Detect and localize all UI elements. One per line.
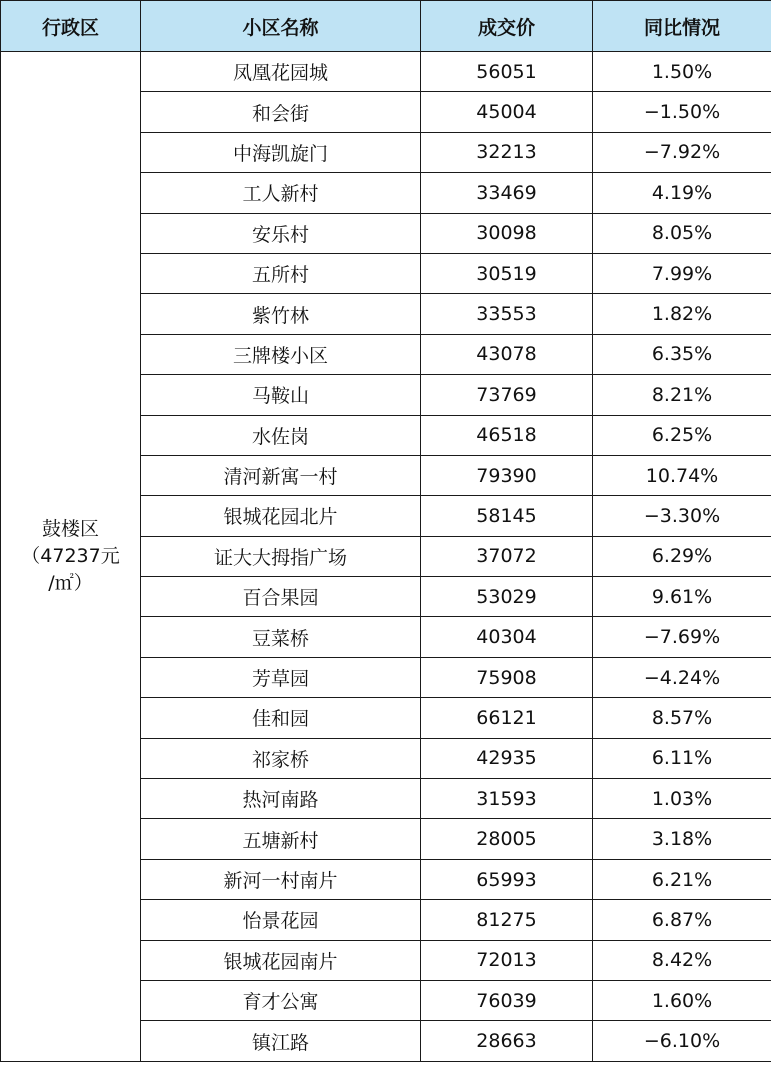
- yoy-change-cell: 9.61%: [593, 577, 771, 617]
- yoy-change-cell: 6.11%: [593, 738, 771, 778]
- transaction-price-cell: 53029: [421, 577, 593, 617]
- transaction-price-cell: 28005: [421, 819, 593, 859]
- transaction-price-cell: 46518: [421, 415, 593, 455]
- transaction-price-cell: 32213: [421, 132, 593, 172]
- transaction-price-cell: 75908: [421, 657, 593, 697]
- community-name-cell: 百合果园: [141, 577, 421, 617]
- yoy-change-cell: 10.74%: [593, 455, 771, 495]
- community-name-cell: 安乐村: [141, 213, 421, 253]
- transaction-price-cell: 28663: [421, 1021, 593, 1061]
- yoy-change-cell: 1.60%: [593, 980, 771, 1020]
- table-body: [1, 52, 771, 1062]
- community-name-cell: 芳草园: [141, 657, 421, 697]
- community-name-cell: 银城花园北片: [141, 496, 421, 536]
- community-name-cell: 水佐岗: [141, 415, 421, 455]
- district-average-price-unit: /㎡）: [48, 571, 93, 594]
- yoy-change-cell: 6.35%: [593, 334, 771, 374]
- transaction-price-cell: 31593: [421, 779, 593, 819]
- community-name-cell: 豆菜桥: [141, 617, 421, 657]
- yoy-change-cell: 7.99%: [593, 253, 771, 293]
- community-name-cell: 和会街: [141, 92, 421, 132]
- community-name-cell: 银城花园南片: [141, 940, 421, 980]
- community-name-cell: 新河一村南片: [141, 859, 421, 899]
- transaction-price-cell: 42935: [421, 738, 593, 778]
- header-transaction-price: 成交价: [421, 1, 593, 52]
- transaction-price-cell: 66121: [421, 698, 593, 738]
- community-name-cell: 五塘新村: [141, 819, 421, 859]
- transaction-price-cell: 40304: [421, 617, 593, 657]
- yoy-change-cell: 8.05%: [593, 213, 771, 253]
- header-district: 行政区: [1, 1, 141, 52]
- yoy-change-cell: −6.10%: [593, 1021, 771, 1061]
- community-name-cell: 紫竹林: [141, 294, 421, 334]
- yoy-change-cell: −4.24%: [593, 657, 771, 697]
- yoy-change-cell: −7.92%: [593, 132, 771, 172]
- transaction-price-cell: 58145: [421, 496, 593, 536]
- district-average-price: （47237元: [21, 544, 120, 567]
- transaction-price-cell: 81275: [421, 900, 593, 940]
- community-name-cell: 三牌楼小区: [141, 334, 421, 374]
- community-name-cell: 工人新村: [141, 173, 421, 213]
- yoy-change-cell: 8.21%: [593, 375, 771, 415]
- yoy-change-cell: 1.82%: [593, 294, 771, 334]
- transaction-price-cell: 45004: [421, 92, 593, 132]
- yoy-change-cell: 1.50%: [593, 52, 771, 92]
- community-name-cell: 凤凰花园城: [141, 52, 421, 92]
- header-yoy-change: 同比情况: [593, 1, 771, 52]
- yoy-change-cell: −7.69%: [593, 617, 771, 657]
- transaction-price-cell: 56051: [421, 52, 593, 92]
- community-name-cell: 佳和园: [141, 698, 421, 738]
- table-row: [1, 52, 771, 92]
- transaction-price-cell: 43078: [421, 334, 593, 374]
- community-name-cell: 祁家桥: [141, 738, 421, 778]
- transaction-price-cell: 73769: [421, 375, 593, 415]
- header-row: [1, 1, 771, 52]
- community-name-cell: 镇江路: [141, 1021, 421, 1061]
- yoy-change-cell: 1.03%: [593, 779, 771, 819]
- yoy-change-cell: 6.29%: [593, 536, 771, 576]
- transaction-price-cell: 33553: [421, 294, 593, 334]
- transaction-price-cell: 79390: [421, 455, 593, 495]
- transaction-price-cell: 76039: [421, 980, 593, 1020]
- yoy-change-cell: 6.25%: [593, 415, 771, 455]
- district-name: 鼓楼区: [41, 517, 99, 540]
- yoy-change-cell: 4.19%: [593, 173, 771, 213]
- transaction-price-cell: 30098: [421, 213, 593, 253]
- community-name-cell: 证大大拇指广场: [141, 536, 421, 576]
- yoy-change-cell: 6.87%: [593, 900, 771, 940]
- transaction-price-cell: 65993: [421, 859, 593, 899]
- community-name-cell: 清河新寓一村: [141, 455, 421, 495]
- community-name-cell: 育才公寓: [141, 980, 421, 1020]
- transaction-price-cell: 72013: [421, 940, 593, 980]
- transaction-price-cell: 37072: [421, 536, 593, 576]
- yoy-change-cell: 8.57%: [593, 698, 771, 738]
- district-cell: [1, 52, 141, 1062]
- community-name-cell: 马鞍山: [141, 375, 421, 415]
- yoy-change-cell: 6.21%: [593, 859, 771, 899]
- community-name-cell: 五所村: [141, 253, 421, 293]
- transaction-price-cell: 30519: [421, 253, 593, 293]
- yoy-change-cell: −3.30%: [593, 496, 771, 536]
- table-header: [1, 1, 771, 52]
- yoy-change-cell: 3.18%: [593, 819, 771, 859]
- transaction-price-cell: 33469: [421, 173, 593, 213]
- community-name-cell: 热河南路: [141, 779, 421, 819]
- yoy-change-cell: 8.42%: [593, 940, 771, 980]
- yoy-change-cell: −1.50%: [593, 92, 771, 132]
- header-community-name: 小区名称: [141, 1, 421, 52]
- community-name-cell: 怡景花园: [141, 900, 421, 940]
- community-name-cell: 中海凯旋门: [141, 132, 421, 172]
